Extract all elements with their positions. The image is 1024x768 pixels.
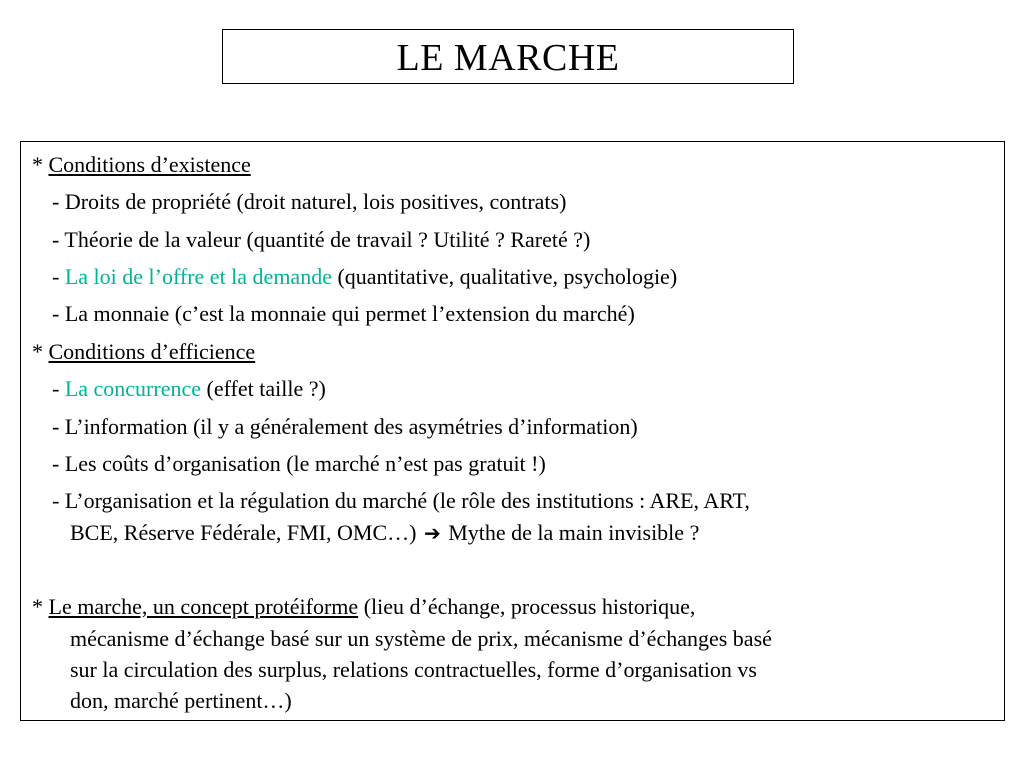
bullet: *	[32, 152, 49, 177]
list-item-organisation-line1: - L’organisation et la régulation du marché (le rôle des institutions : ARE, ART,	[52, 488, 750, 513]
list-item-loi	[52, 264, 677, 289]
list-item-organisation-line2	[70, 520, 699, 546]
title-box	[222, 29, 794, 84]
highlight-concurrence: La concurrence	[64, 376, 202, 401]
bullet: *	[32, 594, 49, 619]
proteiforme-line3: sur la circulation des surplus, relations contractuelles, forme d’organisation vs	[70, 657, 757, 682]
organisation-text: BCE, Réserve Fédérale, FMI, OMC…)	[70, 520, 417, 545]
mythe-text: Mythe de la main invisible ?	[448, 520, 700, 545]
section-efficience-heading-line	[32, 339, 255, 364]
proteiforme-line4: don, marché pertinent…)	[70, 688, 292, 713]
concurrence-rest: (effet taille ?)	[201, 376, 326, 401]
highlight-loi: La loi de l’offre et la demande	[64, 264, 332, 289]
proteiforme-rest: (lieu d’échange, processus historique,	[358, 594, 696, 619]
loi-rest: (quantitative, qualitative, psychologie)	[331, 264, 678, 289]
list-item-monnaie: - La monnaie (c’est la monnaie qui permet l’extension du marché)	[52, 301, 635, 326]
page-title: LE MARCHE	[396, 36, 620, 79]
list-item-droits: - Droits de propriété (droit naturel, lois positives, contrats)	[52, 189, 567, 214]
bullet: *	[32, 339, 49, 364]
list-item-concurrence	[52, 376, 326, 401]
section-existence-heading-line	[32, 152, 251, 177]
section-heading: Le marche, un concept protéiforme	[48, 594, 359, 619]
section-proteiforme-line1	[32, 594, 695, 619]
dash: -	[52, 376, 65, 401]
section-heading: Conditions d’existence	[48, 152, 251, 177]
section-heading: Conditions d’efficience	[48, 339, 256, 364]
list-item-information: - L’information (il y a généralement des asymétries d’information)	[52, 414, 638, 439]
dash: -	[52, 264, 65, 289]
list-item-theorie: - Théorie de la valeur (quantité de travail ? Utilité ? Rareté ?)	[52, 227, 591, 252]
right-arrow-icon: ➔	[423, 521, 441, 545]
proteiforme-line2: mécanisme d’échange basé sur un système de prix, mécanisme d’échanges basé	[70, 626, 772, 651]
list-item-couts: - Les coûts d’organisation (le marché n’est pas gratuit !)	[52, 451, 546, 476]
content-box	[20, 141, 1005, 721]
